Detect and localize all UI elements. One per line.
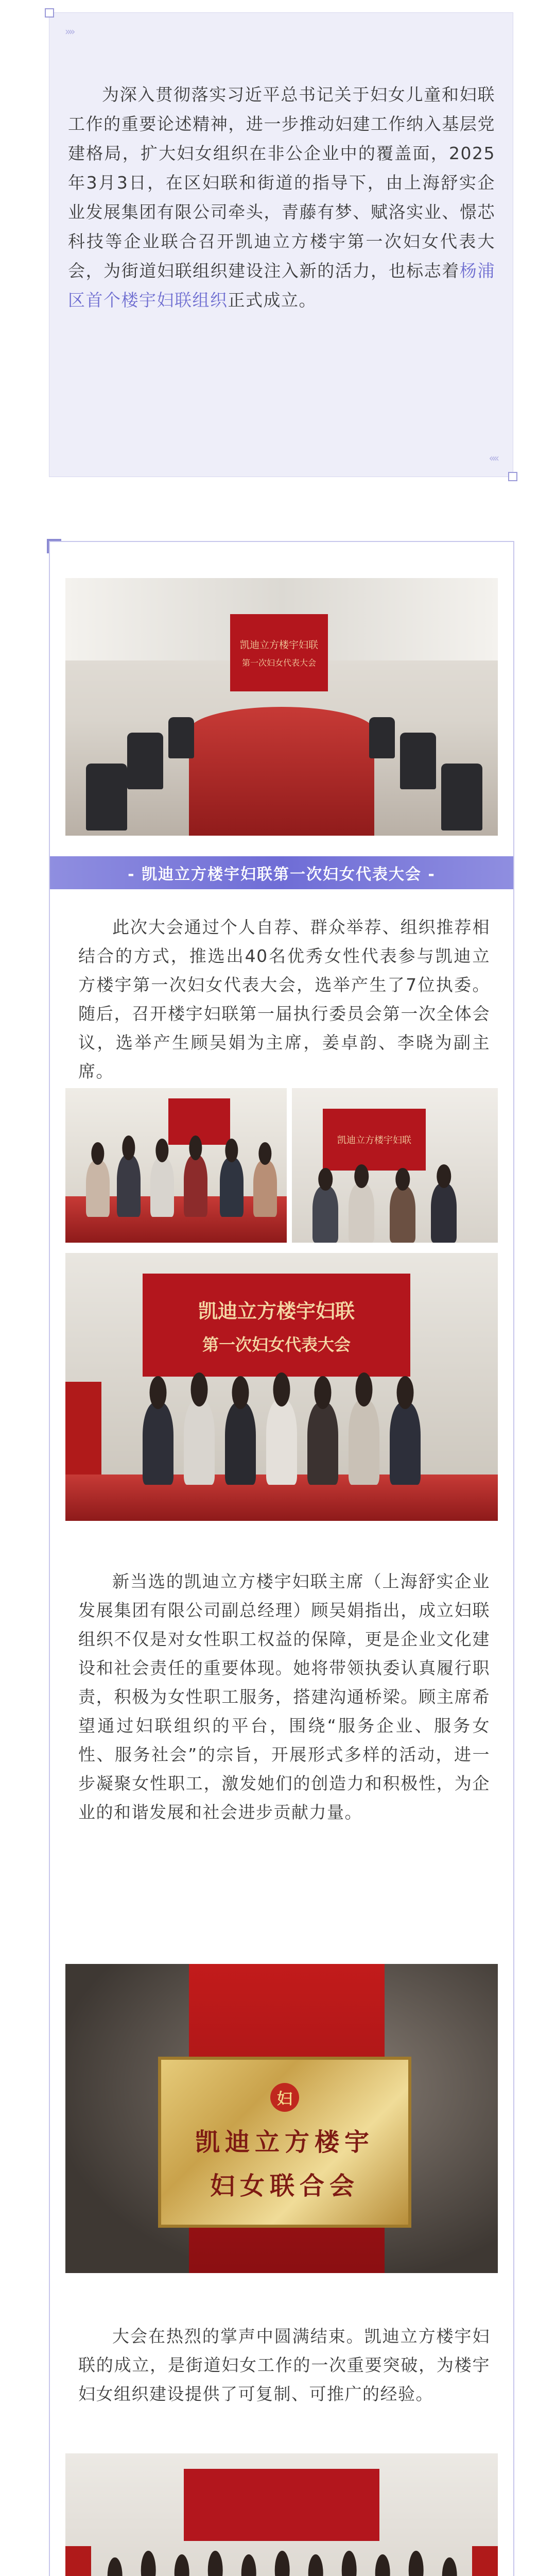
article-paragraph: 此次大会通过个人自荐、群众举荐、组织推荐相结合的方式，推选出40名优秀女性代表参与凯迪立方楼宇第一次妇女代表大会，选举产生了7位执委。随后，召开楼宇妇联第一届执行委员会第一次全体会议，选举产生顾吴娟为主席，姜卓韵、李晓为副主席。 [78,917,490,1081]
meeting-table [189,707,374,836]
content-panel [49,541,514,2576]
association-plaque: 妇 凯迪立方楼宇 妇女联合会 [158,2057,411,2228]
intro-card [49,12,513,477]
venue-photo-right: 凯迪立方楼宇妇联 [292,1088,498,1243]
venue-screen: 凯迪立方楼宇妇联 第一次妇女代表大会 [230,614,328,691]
article-paragraph: 新当选的凯迪立方楼宇妇联主席（上海舒实企业发展集团有限公司副总经理）顾吴娟指出，成立妇联组织不仅是对女性职工权益的保障，更是企业文化建设和社会责任的重要体现。她将带领执委认真履行职责，积极为女性职工服务，搭建沟通桥梁。顾主席希望通过妇联组织的平台，围绕“服务企业、服务女性、服务社会”的宗旨，开展形式多样的活动，进一步凝聚女性职工，激发她们的创造力和积极性，为企业的和谐发展和社会进步贡献力量。 [78,1571,490,1822]
full-group-photo [65,2453,498,2576]
chevron-decoration-icon: «« [489,452,497,464]
executive-members-photo: 凯迪立方楼宇妇联 第一次妇女代表大会 [65,1253,498,1521]
chevron-decoration-icon: »» [65,25,74,38]
highlight-text: 杨浦区首个楼宇妇联组织 [68,261,496,310]
meeting-room-photo [65,578,498,836]
article-paragraph: 大会在热烈的掌声中圆满结束。凯迪立方楼宇妇联的成立，是街道妇女工作的一次重要突破，为楼宇妇女组织建设提供了可复制、可推广的经验。 [78,2326,490,2404]
emblem-icon: 妇 [270,2083,299,2112]
photo-caption: - 凯迪立方楼宇妇联第一次妇女代表大会 - [50,856,513,889]
plaque-photo [65,1964,498,2273]
corner-decoration [47,539,61,553]
intro-paragraph: 为深入贯彻落实习近平总书记关于妇女儿童和妇联工作的重要论述精神，进一步推动妇建工作纳入基层党建格局，扩大妇女组织在非公企业中的覆盖面，2025年3月3日，在区妇联和街道的指导下，由上海舒实企业发展集团有限公司牵头，青藤有梦、赋洛实业、憬芯科技等企业联合召开凯迪立方楼宇第一次妇女代表大会，为街道妇联组织建设注入新的活力，也标志着杨浦区首个楼宇妇联组织正式成立。 [68,84,496,310]
group-photo-left [65,1088,287,1243]
